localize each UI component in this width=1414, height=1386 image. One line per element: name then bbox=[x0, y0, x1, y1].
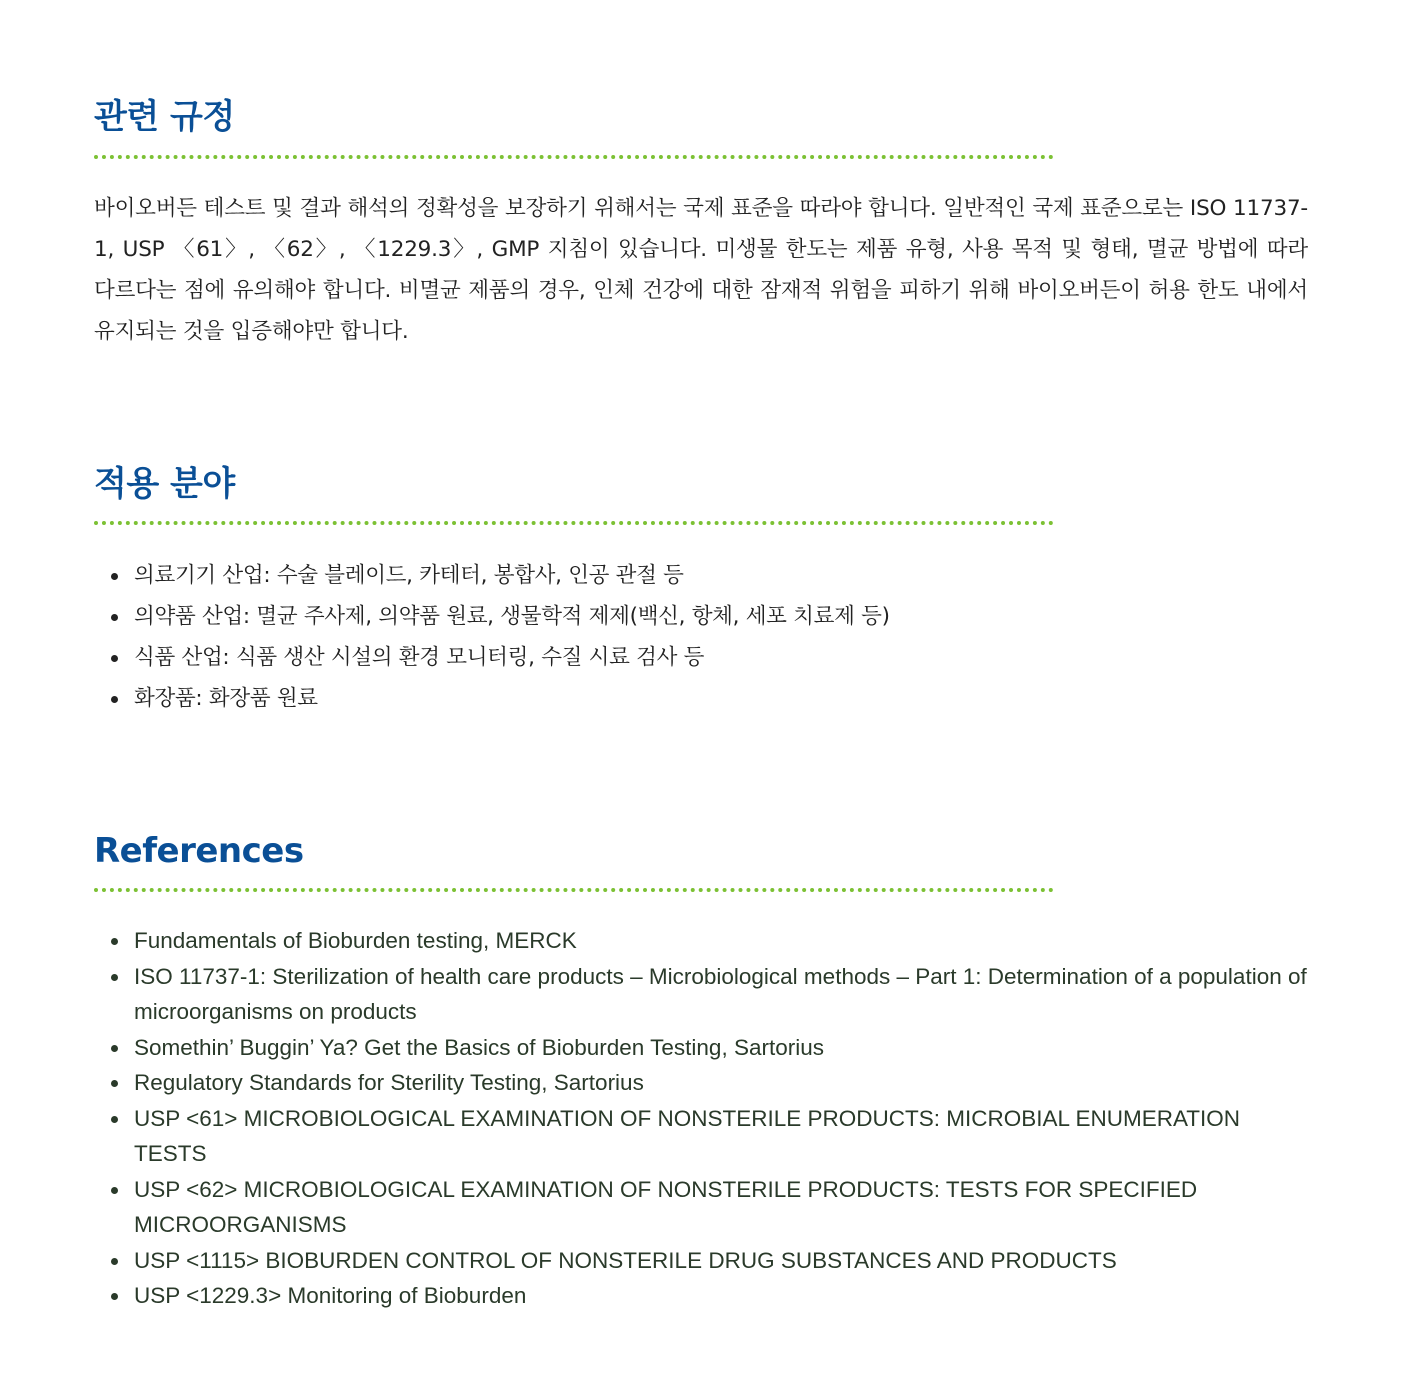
regulations-heading: 관련 규정 bbox=[94, 97, 235, 137]
list-item: 화장품: 화장품 원료 bbox=[134, 678, 1314, 719]
reference-item: Somethin’ Buggin’ Ya? Get the Basics of Bioburden Testing, Sartorius bbox=[134, 1030, 1314, 1066]
references-list bbox=[94, 923, 1314, 1314]
reference-item: Fundamentals of Bioburden testing, MERCK bbox=[134, 923, 1314, 959]
reference-item: ISO 11737-1: Sterilization of health care products – Microbiological methods – Part 1: Determination of a population of microorganisms on products bbox=[134, 959, 1314, 1030]
reference-item: USP <61> MICROBIOLOGICAL EXAMINATION OF NONSTERILE PRODUCTS: MICROBIAL ENUMERATION TESTS bbox=[134, 1101, 1314, 1172]
list-item: 의약품 산업: 멸균 주사제, 의약품 원료, 생물학적 제제(백신, 항체, 세포 치료제 등) bbox=[134, 596, 1314, 637]
regulations-divider bbox=[94, 155, 1054, 159]
applications-heading: 적용 분야 bbox=[94, 464, 235, 504]
list-item: 의료기기 산업: 수술 블레이드, 카테터, 봉합사, 인공 관절 등 bbox=[134, 555, 1314, 596]
regulations-paragraph: 바이오버든 테스트 및 결과 해석의 정확성을 보장하기 위해서는 국제 표준을 따라야 합니다. 일반적인 국제 표준으로는 ISO 11737-1, USP 〈61〉, 〈62〉, 〈1229.3〉, GMP 지침이 있습니다. 미생물 한도는 제품 유형, 사용 목적 및 형태, 멸균 방법에 따라 다르다는 점에 유의해야 합니다. 비멸균 제품의 경우, 인체 건강에 대한 잠재적 위험을 피하기 위해 바이오버든이 허용 한도 내에서 유지되는 것을 입증해야만 합니다. bbox=[94, 196, 1308, 344]
reference-item: USP <1229.3> Monitoring of Bioburden bbox=[134, 1278, 1314, 1314]
reference-item: USP <62> MICROBIOLOGICAL EXAMINATION OF NONSTERILE PRODUCTS: TESTS FOR SPECIFIED MICROORGANISMS bbox=[134, 1172, 1314, 1243]
applications-divider bbox=[94, 521, 1054, 525]
reference-item: USP <1115> BIOBURDEN CONTROL OF NONSTERILE DRUG SUBSTANCES AND PRODUCTS bbox=[134, 1243, 1314, 1279]
references-divider bbox=[94, 888, 1054, 892]
reference-item: Regulatory Standards for Sterility Testing, Sartorius bbox=[134, 1065, 1314, 1101]
list-item: 식품 산업: 식품 생산 시설의 환경 모니터링, 수질 시료 검사 등 bbox=[134, 637, 1314, 678]
applications-list bbox=[94, 555, 1314, 719]
references-heading: References bbox=[94, 831, 304, 871]
